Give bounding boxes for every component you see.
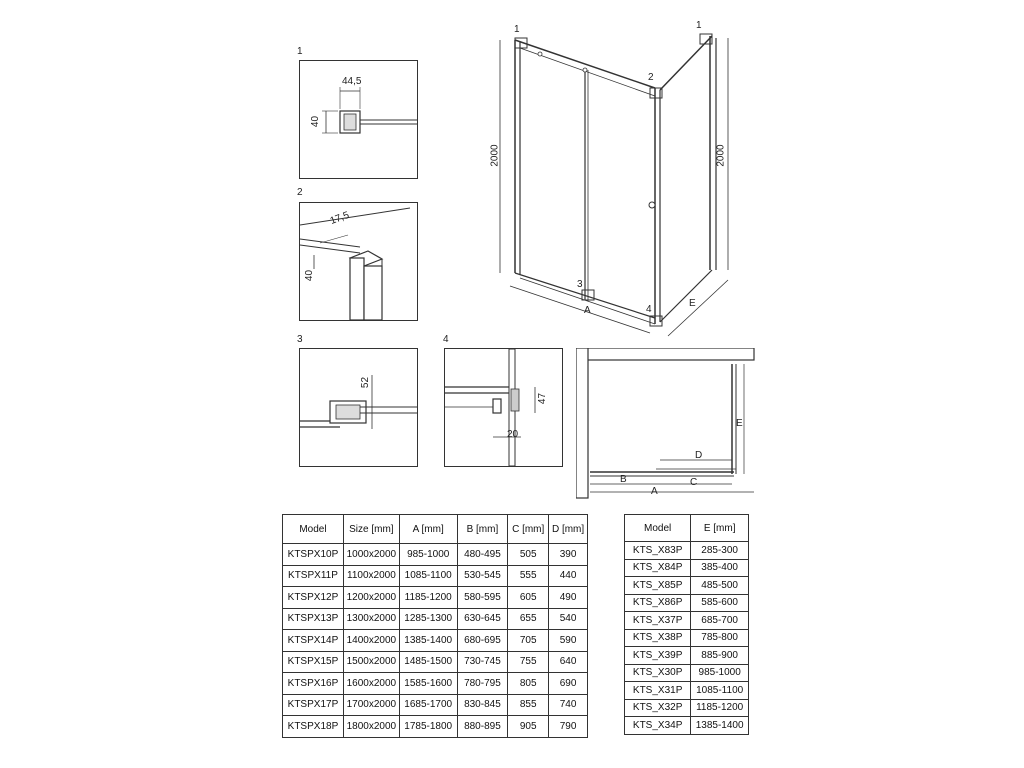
table-row: [625, 542, 749, 560]
detail-4-width-dim: 20: [507, 429, 519, 440]
table-cell: KTSPX12P: [283, 587, 344, 609]
detail-4-number: 4: [443, 334, 449, 345]
table-row: [283, 716, 588, 738]
table-row: [283, 651, 588, 673]
table-cell: KTSPX13P: [283, 608, 344, 630]
table-cell: KTSPX14P: [283, 630, 344, 652]
table-cell: KTS_X84P: [625, 559, 691, 577]
table-cell: 1600x2000: [343, 673, 399, 695]
table-row: [283, 694, 588, 716]
table-cell: 590: [549, 630, 588, 652]
size-table: [282, 514, 588, 738]
plan-dim-e: E: [736, 418, 743, 429]
table-cell: KTSPX16P: [283, 673, 344, 695]
table-cell: 690: [549, 673, 588, 695]
table-row: [283, 565, 588, 587]
table-row: [283, 608, 588, 630]
detail-1-number: 1: [297, 46, 303, 57]
table-cell: 585-600: [691, 594, 749, 612]
width-dim-e: E: [689, 298, 696, 309]
callout-4: 4: [646, 304, 652, 315]
plan-dim-d: D: [695, 450, 703, 461]
table-cell: 285-300: [691, 542, 749, 560]
callout-1-right: 1: [696, 20, 702, 31]
table-cell: 505: [508, 544, 549, 566]
table-cell: 780-795: [457, 673, 508, 695]
detail-2-width-dim: 17,5: [328, 210, 351, 227]
plan-dim-c: C: [690, 477, 698, 488]
plan-dim-a: A: [651, 486, 658, 497]
table-cell: KTS_X30P: [625, 664, 691, 682]
table-row: [283, 673, 588, 695]
table-cell: KTS_X31P: [625, 682, 691, 700]
detail-3-drawing: [300, 349, 417, 466]
detail-3-frame: [299, 348, 418, 467]
table-cell: 1100x2000: [343, 565, 399, 587]
extension-table: [624, 514, 749, 735]
table-cell: 1500x2000: [343, 651, 399, 673]
table-cell: KTSPX15P: [283, 651, 344, 673]
table-cell: 755: [508, 651, 549, 673]
header-b: B [mm]: [457, 515, 508, 544]
header-a: A [mm]: [399, 515, 457, 544]
header-d: D [mm]: [549, 515, 588, 544]
table-cell: 540: [549, 608, 588, 630]
table-cell: 480-495: [457, 544, 508, 566]
table-cell: 490: [549, 587, 588, 609]
table-cell: 390: [549, 544, 588, 566]
table-row: [625, 699, 749, 717]
table-cell: 1185-1200: [691, 699, 749, 717]
detail-4-frame: [444, 348, 563, 467]
table-cell: 790: [549, 716, 588, 738]
table-row: [625, 577, 749, 595]
table-cell: 785-800: [691, 629, 749, 647]
header-model: Model: [283, 515, 344, 544]
table-cell: 530-545: [457, 565, 508, 587]
detail-1-height-dim: 40: [310, 115, 322, 128]
table-cell: 685-700: [691, 612, 749, 630]
table-cell: 1285-1300: [399, 608, 457, 630]
extension-table-header: [625, 515, 749, 542]
table-row: [625, 717, 749, 735]
header-e: E [mm]: [691, 515, 749, 542]
table-row: [625, 664, 749, 682]
callout-1-left: 1: [514, 24, 520, 35]
table-cell: KTSPX17P: [283, 694, 344, 716]
table-cell: KTS_X85P: [625, 577, 691, 595]
table-cell: 705: [508, 630, 549, 652]
table-cell: 385-400: [691, 559, 749, 577]
table-cell: KTS_X39P: [625, 647, 691, 665]
detail-1-width-dim: 44,5: [342, 76, 362, 87]
table-cell: 1400x2000: [343, 630, 399, 652]
table-cell: KTS_X34P: [625, 717, 691, 735]
table-cell: 1685-1700: [399, 694, 457, 716]
table-cell: 805: [508, 673, 549, 695]
table-cell: KTS_X86P: [625, 594, 691, 612]
table-cell: 730-745: [457, 651, 508, 673]
table-cell: 1385-1400: [399, 630, 457, 652]
table-cell: 605: [508, 587, 549, 609]
table-row: [625, 629, 749, 647]
table-cell: 1000x2000: [343, 544, 399, 566]
table-cell: KTS_X38P: [625, 629, 691, 647]
table-cell: 740: [549, 694, 588, 716]
table-cell: 1800x2000: [343, 716, 399, 738]
table-cell: 640: [549, 651, 588, 673]
detail-4-drawing: [445, 349, 562, 466]
table-cell: 680-695: [457, 630, 508, 652]
table-cell: 580-595: [457, 587, 508, 609]
table-cell: KTSPX18P: [283, 716, 344, 738]
header-size: Size [mm]: [343, 515, 399, 544]
table-row: [283, 587, 588, 609]
table-cell: 655: [508, 608, 549, 630]
table-cell: 1385-1400: [691, 717, 749, 735]
table-row: [625, 647, 749, 665]
table-row: [625, 682, 749, 700]
table-cell: 985-1000: [691, 664, 749, 682]
detail-2-frame: [299, 202, 418, 321]
header-c: C [mm]: [508, 515, 549, 544]
table-cell: 1585-1600: [399, 673, 457, 695]
table-cell: 1185-1200: [399, 587, 457, 609]
height-dim-right: 2000: [715, 144, 727, 167]
table-row: [283, 630, 588, 652]
detail-2-number: 2: [297, 187, 303, 198]
detail-2-height-dim: 40: [304, 269, 316, 282]
table-cell: 630-645: [457, 608, 508, 630]
detail-3-number: 3: [297, 334, 303, 345]
table-cell: 1200x2000: [343, 587, 399, 609]
size-table-header: [283, 515, 588, 544]
table-cell: 880-895: [457, 716, 508, 738]
table-cell: KTS_X83P: [625, 542, 691, 560]
width-dim-a: A: [584, 305, 591, 316]
table-cell: 1485-1500: [399, 651, 457, 673]
table-cell: KTSPX10P: [283, 544, 344, 566]
table-cell: 1300x2000: [343, 608, 399, 630]
table-cell: 1785-1800: [399, 716, 457, 738]
detail-1-frame: [299, 60, 418, 179]
table-row: [625, 612, 749, 630]
table-cell: 1700x2000: [343, 694, 399, 716]
table-row: [625, 559, 749, 577]
detail-3-height-dim: 52: [360, 376, 372, 389]
height-dim-left: 2000: [489, 144, 501, 167]
table-cell: 985-1000: [399, 544, 457, 566]
table-cell: KTS_X37P: [625, 612, 691, 630]
table-cell: 1085-1100: [399, 565, 457, 587]
table-cell: 440: [549, 565, 588, 587]
enclosure-drawing: [490, 18, 740, 338]
table-cell: 830-845: [457, 694, 508, 716]
table-cell: 905: [508, 716, 549, 738]
table-cell: KTS_X32P: [625, 699, 691, 717]
plan-dim-b: B: [620, 474, 627, 485]
detail-2-drawing: [300, 203, 417, 320]
header-model: Model: [625, 515, 691, 542]
table-cell: 885-900: [691, 647, 749, 665]
table-cell: 855: [508, 694, 549, 716]
detail-4-height-dim: 47: [537, 392, 549, 405]
table-row: [625, 594, 749, 612]
table-row: [283, 544, 588, 566]
callout-2: 2: [648, 72, 654, 83]
table-cell: KTSPX11P: [283, 565, 344, 587]
table-cell: 485-500: [691, 577, 749, 595]
table-cell: 1085-1100: [691, 682, 749, 700]
callout-3: 3: [577, 279, 583, 290]
table-cell: 555: [508, 565, 549, 587]
